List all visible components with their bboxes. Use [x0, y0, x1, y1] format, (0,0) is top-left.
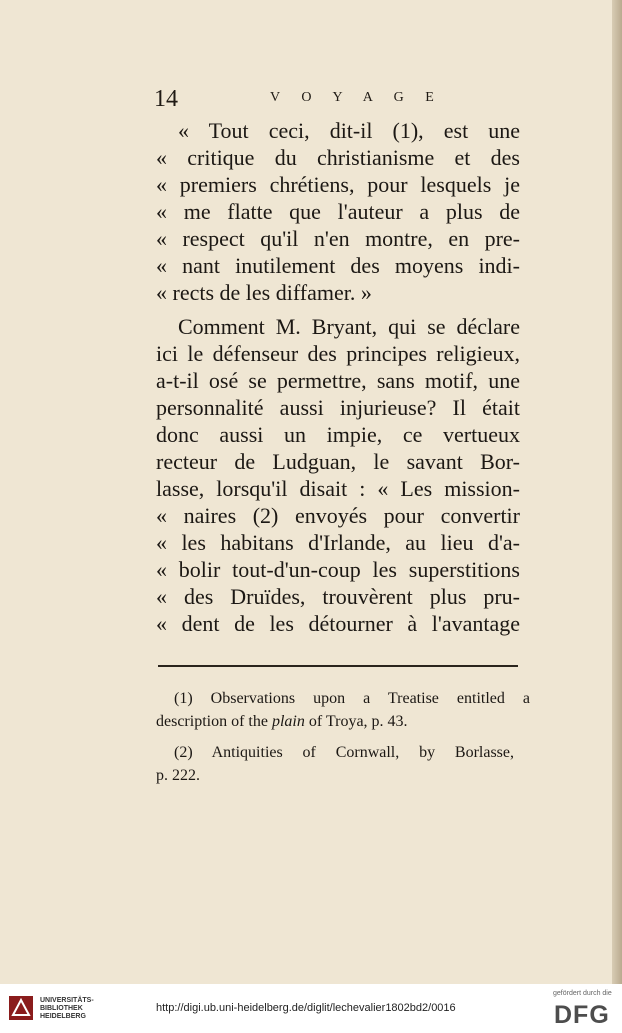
- text-line: recteur de Ludguan, le savant Bor-: [156, 449, 520, 474]
- footnote-rule: [158, 665, 518, 667]
- text-line: a-t-il osé se permettre, sans motif, une: [156, 368, 520, 393]
- footnote-text: of Troya, p. 43.: [304, 713, 408, 730]
- running-head: [150, 88, 530, 112]
- footnote-1-line-2: [156, 713, 408, 731]
- text-line: « dent de les détourner à l'avantage: [156, 611, 520, 636]
- footnote-2-line-1: (2) Antiquities of Cornwall, by Borlasse,: [174, 744, 514, 761]
- text-line: lasse, lorsqu'il disait : « Les mission-: [156, 476, 520, 501]
- text-line: Comment M. Bryant, qui se déclare: [178, 314, 520, 339]
- text-line: personnalité aussi injurieuse? Il était: [156, 395, 520, 420]
- running-title: V O Y A G E: [270, 90, 443, 105]
- university-seal-icon: [8, 995, 34, 1021]
- text-line: « bolir tout-d'un-coup les superstitions: [156, 557, 520, 582]
- footnote-2-line-2: p. 222.: [156, 767, 200, 784]
- page-number: 14: [154, 86, 178, 112]
- library-name: [40, 997, 94, 1021]
- dfg-logo: DFG: [554, 1001, 610, 1029]
- text-line: « des Druïdes, trouvèrent plus pru-: [156, 584, 520, 609]
- text-line: ici le défenseur des principes religieux,: [156, 341, 520, 366]
- footnote-1-line-1: (1) Observations upon a Treatise entitled a: [174, 690, 530, 707]
- text-line: « me flatte que l'auteur a plus de: [156, 199, 520, 224]
- permalink-url[interactable]: http://digi.ub.uni-heidelberg.de/diglit/lechevalier1802bd2/0016: [156, 1002, 456, 1014]
- text-line: « les habitans d'Irlande, au lieu d'a-: [156, 530, 520, 555]
- footnote-text: description of the: [156, 713, 272, 730]
- text-line: « respect qu'il n'en montre, en pre-: [156, 226, 520, 251]
- text-line: donc aussi un impie, ce vertueux: [156, 422, 520, 447]
- text-line: « rects de les diffamer. »: [156, 280, 372, 305]
- text-line: « Tout ceci, dit-il (1), est une: [178, 118, 520, 143]
- funded-by-label: gefördert durch die: [553, 990, 612, 997]
- text-line: « premiers chrétiens, pour lesquels je: [156, 172, 520, 197]
- text-line: « naires (2) envoyés pour convertir: [156, 503, 520, 528]
- library-line: HEIDELBERG: [40, 1013, 86, 1020]
- text-line: « nant inutilement des moyens indi-: [156, 253, 520, 278]
- text-line: « critique du christianisme et des: [156, 145, 520, 170]
- library-line: BIBLIOTHEK: [40, 1005, 83, 1012]
- library-line: UNIVERSITÄTS-: [40, 997, 94, 1004]
- footnote-italic: plain: [271, 713, 305, 730]
